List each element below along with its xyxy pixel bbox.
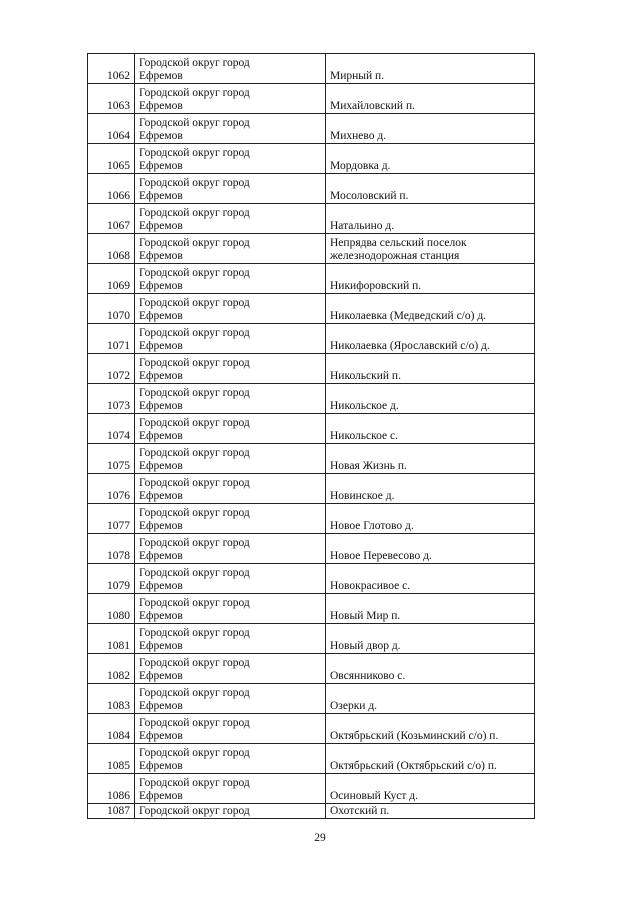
district-line2: Ефремов xyxy=(139,130,183,142)
row-number: 1080 xyxy=(88,594,135,624)
district-cell xyxy=(135,384,326,414)
settlement-name: Николаевка (Медведский с/о) д. xyxy=(326,294,535,324)
district-cell xyxy=(135,684,326,714)
district-cell xyxy=(135,204,326,234)
district-line1: Городской округ город xyxy=(139,387,250,399)
district-cell xyxy=(135,504,326,534)
district-line2: Ефремов xyxy=(139,70,183,82)
table-row xyxy=(88,564,535,594)
district-line1: Городской округ город xyxy=(139,117,250,129)
row-number: 1063 xyxy=(88,84,135,114)
district-line1: Городской округ город xyxy=(139,417,250,429)
district-cell xyxy=(135,594,326,624)
settlement-name: Октябрьский (Козьминский с/о) п. xyxy=(326,714,535,744)
district-cell xyxy=(135,54,326,84)
district-line2: Ефремов xyxy=(139,310,183,322)
row-number: 1083 xyxy=(88,684,135,714)
district-line2: Ефремов xyxy=(139,340,183,352)
row-number: 1071 xyxy=(88,324,135,354)
table-row xyxy=(88,534,535,564)
table-row xyxy=(88,384,535,414)
table-row xyxy=(88,714,535,744)
settlement-name: Новокрасивое с. xyxy=(326,564,535,594)
page-number: 29 xyxy=(314,832,326,844)
district-cell xyxy=(135,804,326,819)
settlement-name: Михнево д. xyxy=(326,114,535,144)
district-line1: Городской округ город xyxy=(139,777,250,789)
district-line2: Ефремов xyxy=(139,220,183,232)
row-number: 1068 xyxy=(88,234,135,264)
table-row xyxy=(88,414,535,444)
district-cell xyxy=(135,444,326,474)
table-row xyxy=(88,84,535,114)
district-line1: Городской округ город xyxy=(139,87,250,99)
district-line2: Ефремов xyxy=(139,100,183,112)
district-cell xyxy=(135,144,326,174)
district-line1: Городской округ город xyxy=(139,747,250,759)
table-row xyxy=(88,444,535,474)
district-line1: Городской округ город xyxy=(139,207,250,219)
settlement-name: Охотский п. xyxy=(326,804,535,819)
table-row xyxy=(88,654,535,684)
row-number: 1078 xyxy=(88,534,135,564)
row-number: 1065 xyxy=(88,144,135,174)
row-number: 1069 xyxy=(88,264,135,294)
row-number: 1066 xyxy=(88,174,135,204)
settlement-name: Новый Мир п. xyxy=(326,594,535,624)
district-line1: Городской округ город xyxy=(139,657,250,669)
district-line2: Ефремов xyxy=(139,490,183,502)
row-number: 1084 xyxy=(88,714,135,744)
district-cell xyxy=(135,534,326,564)
settlement-name: Михайловский п. xyxy=(326,84,535,114)
table-row xyxy=(88,774,535,804)
district-line1: Городской округ город xyxy=(139,147,250,159)
table-row xyxy=(88,174,535,204)
district-line2: Ефремов xyxy=(139,400,183,412)
district-cell xyxy=(135,744,326,774)
settlement-name: Мирный п. xyxy=(326,54,535,84)
district-line2: Ефремов xyxy=(139,520,183,532)
row-number: 1087 xyxy=(88,804,135,819)
row-number: 1081 xyxy=(88,624,135,654)
row-number: 1079 xyxy=(88,564,135,594)
district-cell xyxy=(135,624,326,654)
table-row xyxy=(88,624,535,654)
row-number: 1076 xyxy=(88,474,135,504)
district-line1: Городской округ город xyxy=(139,267,250,279)
district-line1: Городской округ город xyxy=(139,717,250,729)
row-number: 1064 xyxy=(88,114,135,144)
settlement-name: Новая Жизнь п. xyxy=(326,444,535,474)
table-body xyxy=(88,54,535,819)
district-line1: Городской округ город xyxy=(139,57,250,69)
district-line2: Ефремов xyxy=(139,760,183,772)
row-number: 1075 xyxy=(88,444,135,474)
row-number: 1085 xyxy=(88,744,135,774)
table-row xyxy=(88,474,535,504)
district-line1: Городской округ город xyxy=(139,687,250,699)
district-cell xyxy=(135,264,326,294)
settlement-name: Осиновый Куст д. xyxy=(326,774,535,804)
district-line2: Ефремов xyxy=(139,730,183,742)
row-number: 1074 xyxy=(88,414,135,444)
district-cell xyxy=(135,324,326,354)
district-cell xyxy=(135,174,326,204)
district-line1: Городской округ город xyxy=(139,447,250,459)
district-line1: Городской округ город xyxy=(139,537,250,549)
settlement-name: Непрядва сельский поселок железнодорожная станция xyxy=(326,234,535,264)
district-line1: Городской округ город xyxy=(139,477,250,489)
district-cell xyxy=(135,414,326,444)
district-line1: Городской округ город xyxy=(139,627,250,639)
settlements-table xyxy=(87,53,535,819)
district-line2: Ефремов xyxy=(139,160,183,172)
district-cell xyxy=(135,714,326,744)
row-number: 1082 xyxy=(88,654,135,684)
district-cell xyxy=(135,84,326,114)
row-number: 1086 xyxy=(88,774,135,804)
settlement-name: Новый двор д. xyxy=(326,624,535,654)
table-row xyxy=(88,114,535,144)
district-cell xyxy=(135,774,326,804)
settlement-name: Николаевка (Ярославский с/о) д. xyxy=(326,324,535,354)
table-row xyxy=(88,144,535,174)
district-line2: Ефремов xyxy=(139,580,183,592)
settlement-name: Никифоровский п. xyxy=(326,264,535,294)
district-line2: Ефремов xyxy=(139,190,183,202)
row-number: 1077 xyxy=(88,504,135,534)
district-line2: Ефремов xyxy=(139,430,183,442)
table-row xyxy=(88,294,535,324)
district-line1: Городской округ город xyxy=(139,357,250,369)
district-cell xyxy=(135,474,326,504)
table-row xyxy=(88,594,535,624)
row-number: 1067 xyxy=(88,204,135,234)
settlement-name: Мосоловский п. xyxy=(326,174,535,204)
district-line1: Городской округ город xyxy=(139,805,250,817)
settlement-name: Никольское с. xyxy=(326,414,535,444)
district-line2: Ефремов xyxy=(139,790,183,802)
table-row xyxy=(88,54,535,84)
row-number: 1070 xyxy=(88,294,135,324)
district-line2: Ефремов xyxy=(139,460,183,472)
district-cell xyxy=(135,294,326,324)
settlement-name: Озерки д. xyxy=(326,684,535,714)
district-line2: Ефремов xyxy=(139,250,183,262)
district-cell xyxy=(135,564,326,594)
district-line2: Ефремов xyxy=(139,370,183,382)
district-line1: Городской округ город xyxy=(139,507,250,519)
district-line1: Городской округ город xyxy=(139,297,250,309)
district-line1: Городской округ город xyxy=(139,177,250,189)
table-row xyxy=(88,264,535,294)
table-row xyxy=(88,804,535,819)
table-row xyxy=(88,354,535,384)
district-line1: Городской округ город xyxy=(139,237,250,249)
table-row xyxy=(88,504,535,534)
district-line2: Ефремов xyxy=(139,550,183,562)
row-number: 1073 xyxy=(88,384,135,414)
district-cell xyxy=(135,654,326,684)
settlement-name: Новое Глотово д. xyxy=(326,504,535,534)
district-line2: Ефремов xyxy=(139,280,183,292)
district-line2: Ефремов xyxy=(139,610,183,622)
settlement-name: Овсянниково с. xyxy=(326,654,535,684)
table-row xyxy=(88,744,535,774)
settlement-name: Новинское д. xyxy=(326,474,535,504)
district-line1: Городской округ город xyxy=(139,327,250,339)
row-number: 1062 xyxy=(88,54,135,84)
settlement-name: Октябрьский (Октябрьский с/о) п. xyxy=(326,744,535,774)
district-line1: Городской округ город xyxy=(139,597,250,609)
district-line1: Городской округ город xyxy=(139,567,250,579)
district-cell xyxy=(135,114,326,144)
district-line2: Ефремов xyxy=(139,670,183,682)
settlement-name: Натальино д. xyxy=(326,204,535,234)
settlement-name: Никольское д. xyxy=(326,384,535,414)
settlement-name: Мордовка д. xyxy=(326,144,535,174)
settlement-name: Новое Перевесово д. xyxy=(326,534,535,564)
table-row xyxy=(88,324,535,354)
row-number: 1072 xyxy=(88,354,135,384)
district-line2: Ефремов xyxy=(139,640,183,652)
table-row xyxy=(88,204,535,234)
table-row xyxy=(88,684,535,714)
table-row xyxy=(88,234,535,264)
district-cell xyxy=(135,234,326,264)
district-line2: Ефремов xyxy=(139,700,183,712)
settlement-name: Никольский п. xyxy=(326,354,535,384)
district-cell xyxy=(135,354,326,384)
